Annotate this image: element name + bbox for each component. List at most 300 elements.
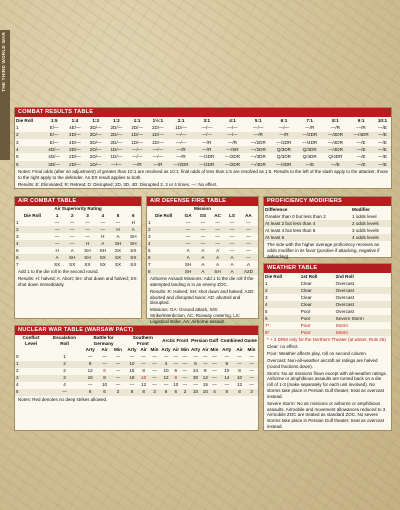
adf-header-cell: AA [245, 212, 252, 218]
prof-header-row [264, 206, 391, 213]
nuclear-cell: 6 [88, 389, 92, 395]
nuclear-subheader-cell: Air [140, 347, 147, 353]
weather-severe-note: Severe Storm: No air missions or airborne or amphibious assaults. Airmobile and movement allowances reduced to 3. Airmobile ZOC are treated as standard ZOC. No severe storms take place in Persian Gulf theater; treat as overcast instead. [267, 400, 387, 430]
crt-cell: —/4DR [276, 161, 292, 167]
nuclear-cell: — [152, 382, 157, 388]
nuclear-row [15, 361, 258, 368]
nuclear-cell: 14 [224, 375, 230, 381]
weather-cell: 1 [265, 280, 268, 286]
prof-cell: 2 odds levels [352, 220, 379, 226]
crt-cell: —/E [330, 161, 340, 167]
weather-star-note: * + 2 DRM only for the Northern Theater (at winter, Rule 26) [267, 337, 386, 343]
adf-cell: — [246, 254, 251, 260]
prof-cell: 3 odds levels [352, 227, 379, 233]
nuclear-cell: — [212, 354, 217, 360]
crt-row [15, 146, 391, 153]
nuclear-subheader-cell: Min [210, 347, 219, 353]
nuclear-cell: 15 [129, 368, 135, 374]
adf-cell: — [229, 240, 235, 246]
air-row [15, 226, 141, 233]
adf-cell: 4 [148, 240, 151, 246]
air-cell: SH [84, 254, 91, 260]
crt-header-cell: 3:1 [203, 117, 211, 123]
crt-cell: —/2DR [199, 154, 215, 160]
nuclear-cell: 2 [63, 368, 66, 374]
weather-cell: 2 [265, 287, 268, 293]
adf-cell: 3 [148, 233, 151, 239]
crt-header-cell: 1:2 [113, 117, 120, 123]
prof-row [264, 220, 391, 227]
nuclear-cell: 8 [130, 389, 134, 395]
adf-cell: — [215, 240, 220, 246]
crt-cell: 4D/— [69, 132, 81, 138]
crt-row [15, 124, 391, 131]
air-cell: — [85, 226, 90, 232]
adf-cell: — [185, 240, 191, 246]
nuclear-cell: 8 [238, 368, 241, 374]
nuclear-cell: — [203, 354, 208, 360]
crt-cell: Q/4DR [328, 154, 343, 160]
adf-cell: A [216, 254, 220, 260]
adf-cell: A [246, 261, 250, 267]
nuclear-cell: 8 [142, 389, 145, 395]
crt-row [15, 132, 391, 139]
weather-poor-note: Poor: Weather affects play, roll on second column. [267, 350, 368, 356]
nuclear-cell: — [182, 368, 188, 374]
weather-storm-note: Storm: No air missions flown except with all-weather ratings. Airborne or amphibious assaults are turned back on a die roll of 1-3 (make separately for each unit involved). No storms take place in Persian Gulf theater; treat as overcast instead. [267, 370, 388, 399]
crt-cell: 2D/— [110, 139, 123, 145]
air-cell: SH [130, 233, 137, 239]
nuclear-cell: — [237, 354, 242, 360]
adf-cell: — [215, 233, 220, 239]
weather-row [264, 280, 391, 287]
crt-cell: E/— [49, 139, 59, 145]
air-cell: SX [130, 261, 137, 267]
air-cell: SX [54, 261, 61, 267]
crt-cell: 2D/— [110, 125, 123, 131]
adf-cell: A2D [243, 268, 253, 274]
adf-row [147, 226, 258, 233]
adf-cell: — [229, 226, 235, 232]
crt-cell: —/— [278, 125, 290, 131]
air-cell: SX [114, 261, 122, 267]
nuclear-cell: — [182, 361, 188, 367]
nuclear-cell: — [115, 375, 121, 381]
nuclear-row [15, 382, 258, 389]
nuclear-subheader-cell: Min [181, 347, 189, 353]
air-cell: SX [99, 254, 106, 260]
crt-cell: —/2DR [173, 161, 189, 167]
crt-cell: —/4DR [250, 161, 266, 167]
crt-cell: 4D/— [69, 139, 81, 145]
nuclear-cell: — [163, 354, 169, 360]
crt-cell: 1D/— [151, 139, 164, 145]
nuclear-cell: 10 [163, 368, 169, 374]
weather-cell: Storm [335, 329, 348, 335]
adf-cell: — [229, 219, 235, 225]
weather-cell: Overcast [335, 294, 354, 300]
crt-header-cell: 8:1 [332, 117, 339, 123]
air-cell: — [115, 219, 121, 225]
air-row [15, 219, 141, 226]
prof-cell: 1 odds level [352, 213, 377, 219]
weather-row [264, 301, 391, 308]
nuclear-cell: 10 [192, 389, 199, 395]
weather-cell: 5 [265, 308, 268, 314]
nuclear-cell: — [115, 368, 121, 374]
crt-cell: —/R [153, 161, 163, 167]
crt-cell: 1 [16, 125, 19, 131]
adf-cell: — [229, 247, 235, 253]
crt-cell: —/E [356, 154, 366, 160]
nuclear-row [15, 368, 258, 375]
crt-cell: —/E [378, 146, 387, 152]
weather-cell: Severe Storm [335, 315, 364, 321]
adf-cell: SH [184, 268, 192, 274]
crt-cell: —/R [132, 161, 142, 167]
crt-cell: —/E [356, 146, 366, 152]
adf-cell: 5 [148, 247, 151, 253]
nuclear-cell: — [173, 361, 179, 367]
weather-overcast-note: Overcast: Non-all-weather aircraft air ratings are halved (round fractions down). [267, 357, 378, 369]
adf-row [147, 268, 258, 275]
nuclear-cell: 8 [238, 389, 241, 395]
nuclear-subheader-cell: Air [202, 347, 209, 353]
weather-cell: 3 [265, 294, 268, 300]
crt-cell: —/2DR [276, 139, 292, 145]
air-cell: SX [130, 254, 137, 260]
weather-header-cell: 2nd Roll [335, 273, 354, 279]
adf-cell: A [201, 268, 205, 274]
weather-cell: Poor [300, 322, 311, 328]
crt-cell: —/2DR [302, 132, 318, 138]
crt-header-cell: 9:1 [357, 117, 365, 123]
crt-results: Results: E: Eliminated; R: Retreat; D: Disrupted; 2D, 3D, 4D: Disrupted 2, 3 or 4 times. —: No effect. [18, 181, 218, 187]
nuclear-group-header: Arctic Front [162, 337, 189, 343]
prof-table [264, 206, 391, 241]
prof-cell: At least 4 but less than 6 [265, 227, 316, 233]
air-cell: A [70, 247, 74, 253]
air-header-cell: 1 [55, 212, 59, 218]
adf-cell: — [246, 219, 251, 225]
crt-cell: 4D/— [48, 146, 61, 152]
nuclear-group-header: Battle for Germany [93, 335, 114, 346]
crt-cell: —/E [356, 139, 366, 145]
weather-clear-note: Clear: no effect. [267, 344, 299, 350]
nuclear-cell: 8 [225, 361, 229, 367]
adf-note-1: Airborne Assault Missions: Add 1 to the die roll if the attempted landing is in an enemy ZOC. [150, 276, 254, 287]
nuclear-cell: — [249, 375, 254, 381]
weather-row [264, 329, 391, 336]
crt-cell: 1D/— [89, 161, 102, 167]
adf-cell: A [216, 247, 220, 253]
nuclear-group-header: Conflict Level [22, 335, 40, 346]
nuclear-cell: 3 [250, 389, 253, 395]
adf-cell: A [201, 247, 205, 253]
crt-cell: —/— [253, 125, 264, 131]
crt-cell: —/R [253, 132, 263, 138]
nuclear-row [15, 389, 258, 396]
nuclear-cell: 8 [142, 368, 145, 374]
adf-cell: 1 [148, 219, 151, 225]
nuclear-cell: — [102, 361, 107, 367]
nuclear-cell: 2 [116, 389, 120, 395]
air-cell: SH [99, 247, 106, 253]
air-row [15, 240, 141, 247]
air-cell: SH [130, 240, 137, 246]
crt-cell: —/R [202, 139, 212, 145]
crt-cell: —/SR [226, 146, 239, 152]
nuclear-cell: — [141, 354, 146, 360]
nuclear-cell: 8 [103, 375, 106, 381]
nuclear-cell: 30 [192, 375, 199, 381]
nuclear-cell: 10 [224, 368, 230, 374]
crt-cell: Q/4DR [302, 154, 317, 160]
nuclear-subheader-cell [15, 346, 47, 353]
adf-row [147, 254, 258, 261]
adf-cell: A [230, 268, 234, 274]
prof-note: The side with the higher average proficiency receives an odds modifier in its favor (positive if attacking, negative if defending). [267, 242, 380, 259]
crt-cell: —/E [378, 132, 387, 138]
air-subtitle: Air Superiority Rating [54, 206, 102, 211]
adf-header-cell: GA [184, 212, 192, 218]
nuclear-cell: 4 [16, 382, 19, 388]
crt-cell: 2D/— [110, 132, 123, 138]
adf-cell: — [200, 219, 206, 225]
adf-note-3: Missions: GA: Ground attack, S/S: Strike/Interdiction, AC: Runway cratering, LS: Logistical strike, AA: Airborne assault. [150, 307, 241, 324]
air-cell: — [54, 226, 60, 232]
nuclear-cell: — [237, 361, 242, 367]
prof-cell: At least 6 [265, 234, 285, 240]
adf-header-cell: SS [199, 212, 207, 218]
air-body [15, 219, 141, 268]
adf-row [147, 240, 258, 247]
adf-cell: — [246, 240, 251, 246]
nuclear-cell: 1 [63, 354, 66, 360]
air-cell: — [54, 240, 60, 246]
crt-cell: 4 [16, 146, 19, 152]
nuclear-cell: 10 [129, 361, 135, 367]
weather-cell: Poor [300, 308, 311, 314]
crt-cell: —/3DR [250, 154, 266, 160]
adf-cell: 8 [148, 268, 151, 274]
adf-cell: A [201, 254, 205, 260]
crt-cell: —/R [227, 139, 238, 145]
prof-title: PROFICIENCY MODIFIERS [264, 197, 391, 206]
nuclear-cell: 3 [16, 375, 19, 381]
weather-cell: 6 [265, 315, 268, 321]
adf-row [147, 219, 258, 226]
crt-cell: 1D/— [151, 132, 164, 138]
nuclear-cell: — [152, 375, 157, 381]
nuclear-cell: — [152, 361, 157, 367]
adf-cell: — [215, 226, 220, 232]
crt-cell: E/— [49, 132, 59, 138]
nuclear-row [15, 354, 258, 361]
nuclear-cell: — [141, 361, 146, 367]
crt-cell: 2D/— [151, 125, 164, 131]
weather-table-panel [263, 263, 392, 431]
crt-cell: 3 [16, 139, 19, 145]
weather-cell: 7* [265, 322, 270, 328]
weather-row [264, 308, 391, 315]
nuclear-cell: — [87, 382, 93, 388]
combat-results-table-panel [14, 107, 392, 189]
crt-header-cell: 7:1 [306, 117, 313, 123]
adf-cell: 7 [148, 261, 151, 267]
crt-cell: Q/3DR [276, 146, 291, 152]
air-row [15, 254, 141, 261]
adf-cell: A [230, 254, 234, 260]
air-combat-table-panel [14, 196, 142, 319]
nuclear-cell: 24 [192, 368, 199, 374]
crt-cell: —/— [175, 132, 187, 138]
nuclear-cell: 6 [174, 368, 178, 374]
prof-row [264, 227, 391, 234]
nuclear-table [15, 335, 258, 396]
crt-cell: —/— [152, 154, 164, 160]
crt-header-cell: 1½:1 [152, 117, 164, 123]
adf-cell: — [200, 226, 206, 232]
crt-cell: 1D/— [110, 154, 123, 160]
air-cell: H [116, 226, 120, 232]
crt-cell: 2 [16, 132, 19, 138]
crt-cell: Q/3DR [276, 154, 291, 160]
crt-header-cell: Die Roll [16, 117, 34, 123]
adf-header-cell: Die Roll [155, 212, 173, 218]
adf-cell: — [185, 219, 191, 225]
crt-cell: —/— [131, 154, 143, 160]
nuclear-cell: — [203, 361, 208, 367]
weather-header-cell: 1st Roll [300, 273, 318, 279]
crt-header-cell: 1:5 [50, 117, 58, 123]
nuclear-cell: 12 [141, 382, 147, 388]
weather-cell: Poor [300, 329, 311, 335]
crt-cell: —/E [378, 125, 387, 131]
crt-cell: —/2DR [250, 139, 266, 145]
nuclear-cell: — [87, 354, 93, 360]
nuclear-subheader-cell: Arty [85, 347, 95, 353]
nuclear-cell: — [62, 389, 67, 395]
nuclear-subheader-cell [47, 346, 82, 353]
crt-cell: —/R [330, 125, 340, 131]
nuclear-cell: 10 [202, 389, 208, 395]
adf-cell: A [216, 261, 220, 267]
weather-table [264, 273, 391, 336]
crt-cell: —/4DR [302, 139, 318, 145]
crt-cell: —/E [356, 161, 366, 167]
crt-cell: 2D/— [69, 154, 81, 160]
nuclear-cell: — [193, 382, 198, 388]
crt-cell: —/E [378, 139, 387, 145]
nuclear-cell: 12 [163, 375, 169, 381]
nuclear-cell: 10 [141, 375, 147, 381]
nuclear-cell: — [163, 382, 169, 388]
crt-cell: —/2DR [250, 146, 266, 152]
air-cell: A [131, 226, 135, 232]
adf-cell: A [230, 261, 234, 267]
nuclear-group-header: Southern Front [132, 335, 153, 346]
crt-cell: 6 [16, 161, 19, 167]
nuclear-cell: 4 [213, 389, 216, 395]
crt-cell: 5 [16, 154, 19, 160]
weather-cell: Clear [300, 287, 312, 293]
crt-cell: —/— [227, 132, 238, 138]
air-cell: H [55, 247, 59, 253]
crt-body [15, 124, 391, 168]
crt-cell: 4D/— [48, 154, 61, 160]
crt-cell: —/E [378, 161, 387, 167]
nuclear-subheader-cell: Arty [161, 347, 171, 353]
weather-cell: Clear [300, 280, 312, 286]
crt-cell: 1D/— [110, 146, 123, 152]
air-cell: A [116, 233, 120, 239]
nuclear-cell: 3 [63, 375, 66, 381]
weather-cell: Clear [300, 294, 312, 300]
adf-cell: — [246, 233, 251, 239]
nuclear-cell: — [224, 382, 230, 388]
air-table [15, 212, 141, 268]
crt-cell: 1D/— [131, 139, 143, 145]
nuclear-subheader-cell: Min [247, 347, 256, 353]
nuclear-cell: — [115, 354, 121, 360]
nuclear-cell: — [182, 382, 188, 388]
nuclear-subheader-cell: Min [150, 347, 159, 353]
nuclear-subheader-cell: Air [101, 347, 108, 353]
nuclear-subheader-cell: Arty [127, 347, 137, 353]
proficiency-modifiers-panel [263, 196, 392, 258]
crt-cell: —/R [202, 146, 212, 152]
adf-header-cell: LS [229, 212, 235, 218]
adf-header-row [147, 212, 258, 219]
nuclear-cell: 4 [63, 382, 66, 388]
nuclear-cell: — [249, 354, 254, 360]
nuclear-cell: 15 [202, 382, 208, 388]
weather-cell: 8* [265, 329, 270, 335]
nuclear-cell: 6 [194, 361, 197, 367]
nuclear-cell: 3 [153, 389, 156, 395]
adf-cell: A [201, 261, 205, 267]
adf-cell: A [186, 254, 190, 260]
weather-title: WEATHER TABLE [264, 264, 391, 273]
nuclear-cell: — [193, 354, 198, 360]
adf-cell: 6 [148, 254, 151, 260]
crt-header-cell: 6:1 [280, 117, 288, 123]
adf-cell: A [186, 247, 190, 253]
nuclear-cell: — [212, 382, 217, 388]
air-header-cell: 5 [116, 212, 120, 218]
weather-cell: Overcast [335, 308, 354, 314]
crt-cell: E/— [49, 125, 59, 131]
crt-table [15, 117, 391, 168]
crt-cell: 3D/— [89, 132, 102, 138]
weather-cell: 4 [265, 301, 268, 307]
crt-cell: —/4DR [327, 139, 343, 145]
crt-cell: 3D/— [48, 161, 61, 167]
adf-header-cell: AC [214, 212, 221, 218]
air-title: AIR COMBAT TABLE [15, 197, 141, 206]
crt-cell: —/— [111, 161, 122, 167]
crt-cell: 1D/— [175, 125, 187, 131]
crt-row [15, 161, 391, 168]
crt-cell: 4E/— [69, 125, 81, 131]
air-cell: 7 [16, 261, 19, 267]
crt-cell: —/2DR [199, 161, 215, 167]
adf-row [147, 247, 258, 254]
nuclear-cell: 10 [101, 382, 108, 388]
air-cell: 1 [16, 219, 19, 225]
air-cell: SX [69, 261, 76, 267]
